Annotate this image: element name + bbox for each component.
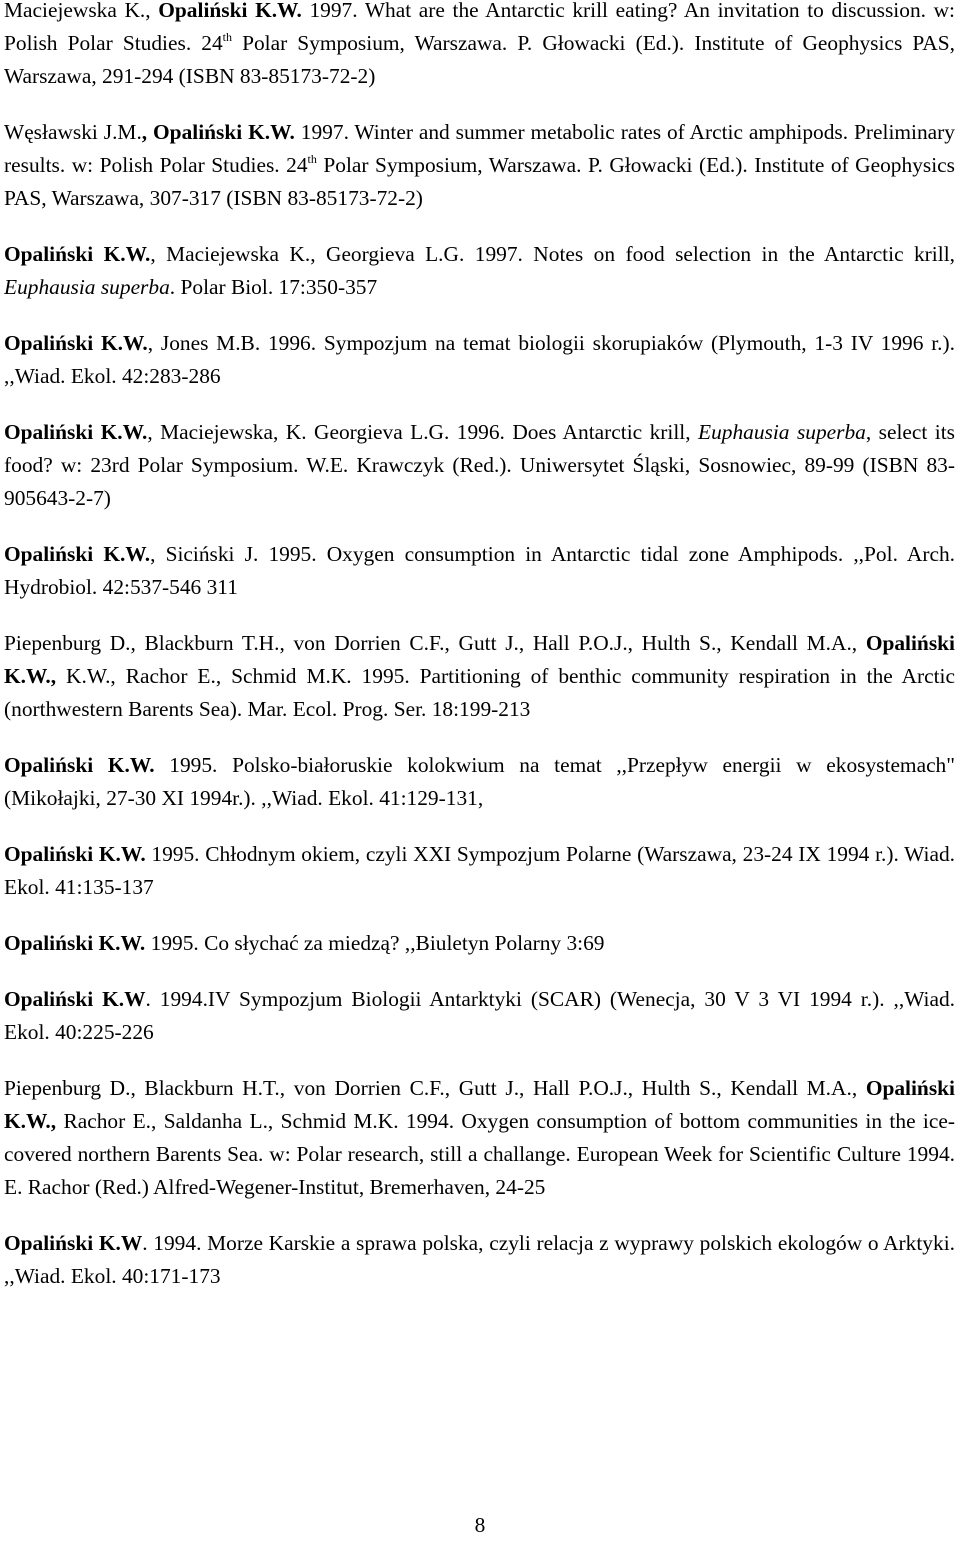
author-name-bold: Opaliński K.W., bbox=[4, 1076, 955, 1133]
reference-text: 1997. What are the Antarctic krill eating? An invitation to discussion. w: Polish Polar Studies. 24 bbox=[4, 0, 956, 55]
author-name-bold: Opaliński K.W bbox=[4, 987, 146, 1011]
reference-ref1 bbox=[4, 0, 955, 93]
reference-ref8 bbox=[4, 749, 955, 815]
reference-text: Piepenburg D., Blackburn T.H., von Dorrien C.F., Gutt J., Hall P.O.J., Hulth S., Kendall M.A., bbox=[4, 631, 866, 655]
author-name-bold: Opaliński K.W., bbox=[4, 631, 955, 688]
reference-text: Polar Symposium, Warszawa. P. Głowacki (Ed.). Institute of Geophysics PAS, Warszawa, 307-317 (ISBN 83-85173-72-2) bbox=[4, 153, 955, 210]
reference-text: 1997. Winter and summer metabolic rates of Arctic amphipods. Preliminary results. w: Polish Polar Studies. 24 bbox=[4, 120, 955, 177]
reference-text: K.W., Rachor E., Schmid M.K. 1995. Partitioning of benthic community respiration in the Arctic (northwestern Barents Sea). Mar. Ecol. Prog. Ser. 18:199-213 bbox=[4, 664, 955, 721]
author-name-bold: Opaliński K.W. bbox=[4, 331, 148, 355]
reference-text: , select its food? w: 23rd Polar Symposium. W.E. Krawczyk (Red.). Uniwersytet Śląski, Sosnowiec, 89-99 (ISBN 83-905643-2-7) bbox=[4, 420, 955, 510]
reference-text: , Maciejewska K., Georgieva L.G. 1997. Notes on food selection in the Antarctic krill, bbox=[150, 242, 955, 266]
reference-ref2 bbox=[4, 116, 955, 215]
author-name-bold: Opaliński K.W. bbox=[4, 842, 146, 866]
reference-text: . 1994.IV Sympozjum Biologii Antarktyki (SCAR) (Wenecja, 30 V 3 VI 1994 r.). ,,Wiad. Ekol. 40:225-226 bbox=[4, 987, 956, 1044]
reference-text: Piepenburg D., Blackburn H.T., von Dorrien C.F., Gutt J., Hall P.O.J., Hulth S., Kendall M.A., bbox=[4, 1076, 866, 1100]
author-name-bold: Opaliński K.W. bbox=[4, 753, 155, 777]
author-name-bold: Opaliński K.W. bbox=[4, 931, 146, 955]
reference-text: , Siciński J. 1995. Oxygen consumption in Antarctic tidal zone Amphipods. ,,Pol. Arch. Hydrobiol. 42:537-546 311 bbox=[4, 542, 955, 599]
author-name-bold: Opaliński K.W. bbox=[4, 542, 151, 566]
reference-text: Polar Symposium, Warszawa. P. Głowacki (Ed.). Institute of Geophysics PAS, Warszawa, 291-294 (ISBN 83-85173-72-2) bbox=[4, 31, 955, 88]
reference-ref13 bbox=[4, 1227, 955, 1293]
reference-text: Rachor E., Saldanha L., Schmid M.K. 1994. Oxygen consumption of bottom communities in the ice-covered northern Barents Sea. w: Polar research, still a challange. European Week for Scientific Culture 1994. E. Rachor (Red.) Alfred-Wegener-Institut, Bremerhaven, 24-25 bbox=[4, 1109, 955, 1199]
reference-text: 1995. Chłodnym okiem, czyli XXI Sympozjum Polarne (Warszawa, 23-24 IX 1994 r.). Wiad. Ekol. 41:135-137 bbox=[4, 842, 955, 899]
reference-ref4 bbox=[4, 327, 955, 393]
ordinal-superscript: th bbox=[307, 151, 317, 166]
reference-text: , Jones M.B. 1996. Sympozjum na temat biologii skorupiaków (Plymouth, 1-3 IV 1996 r.). ,,Wiad. Ekol. 42:283-286 bbox=[4, 331, 955, 388]
reference-ref6 bbox=[4, 538, 955, 604]
reference-ref3 bbox=[4, 238, 955, 304]
reference-ref9 bbox=[4, 838, 955, 904]
reference-text: , Maciejewska, K. Georgieva L.G. 1996. Does Antarctic krill, bbox=[147, 420, 698, 444]
reference-ref7 bbox=[4, 627, 955, 726]
author-name-bold: Opaliński K.W. bbox=[158, 0, 302, 22]
author-name-bold: Opaliński K.W. bbox=[4, 242, 151, 266]
author-name-bold: Opaliński K.W bbox=[4, 1231, 143, 1255]
reference-text: . Polar Biol. 17:350-357 bbox=[169, 275, 378, 299]
reference-ref10 bbox=[4, 927, 955, 960]
reference-text: 1995. Polsko-białoruskie kolokwium na temat ,,Przepływ energii w ekosystemach" (Mikołajki, 27-30 XI 1994r.). ,,Wiad. Ekol. 41:129-131, bbox=[4, 753, 955, 810]
page-number: 8 bbox=[474, 1513, 486, 1537]
reference-ref5 bbox=[4, 416, 955, 515]
reference-ref12 bbox=[4, 1072, 955, 1204]
species-name-italic: Euphausia superba bbox=[4, 275, 170, 299]
reference-list bbox=[4, 0, 955, 1316]
author-name-bold: Opaliński K.W. bbox=[4, 420, 148, 444]
species-name-italic: Euphausia superba bbox=[698, 420, 866, 444]
reference-ref11 bbox=[4, 983, 955, 1049]
author-name-bold: , Opaliński K.W. bbox=[141, 120, 295, 144]
reference-text: Węsławski J.M. bbox=[4, 120, 142, 144]
reference-text: Maciejewska K., bbox=[4, 0, 159, 22]
ordinal-superscript: th bbox=[222, 29, 232, 44]
reference-text: 1995. Co słychać za miedzą? ,,Biuletyn Polarny 3:69 bbox=[145, 931, 605, 955]
reference-text: . 1994. Morze Karskie a sprawa polska, czyli relacja z wyprawy polskich ekologów o Arktyki. ,,Wiad. Ekol. 40:171-173 bbox=[4, 1231, 955, 1288]
